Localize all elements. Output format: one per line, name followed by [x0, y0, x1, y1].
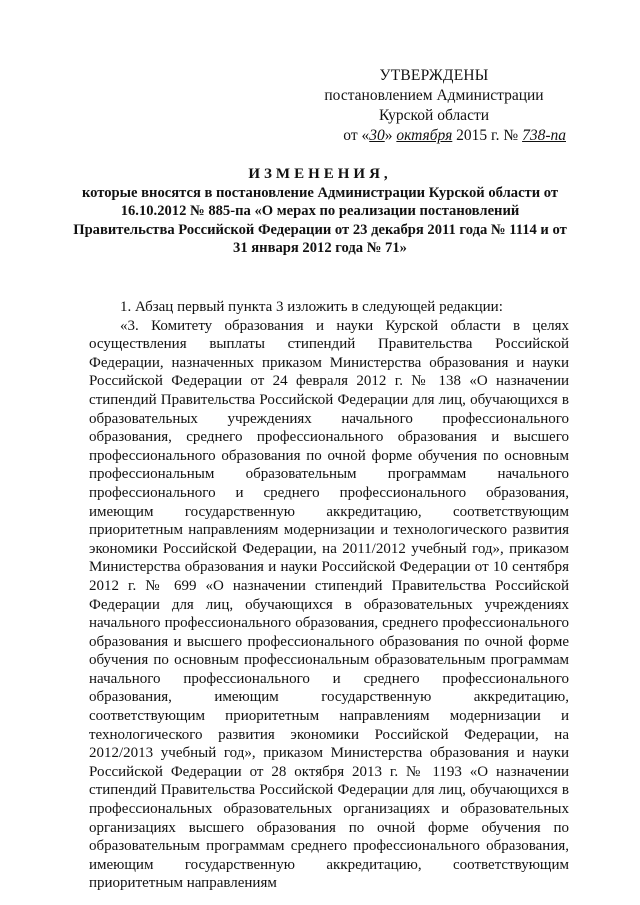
document-heading	[70, 165, 570, 258]
approval-line-1: постановлением Администрации	[324, 87, 544, 104]
heading-title: ИЗМЕНЕНИЯ,	[248, 166, 392, 182]
document-body	[89, 298, 569, 893]
date-day: 30	[369, 127, 385, 144]
date-month: октября	[396, 127, 453, 144]
approval-date-line	[300, 126, 568, 146]
date-prefix: от «	[343, 127, 370, 144]
paragraph-1: 1. Абзац первый пункта 3 изложить в следующей редакции:	[120, 299, 503, 315]
approval-line-2: Курской области	[378, 107, 490, 124]
heading-subtitle: которые вносятся в постановление Администрации Курской области от 16.10.2012 № 885-па «О мерах по реализации постановлений Правительства Российской Федерации от 23 декабря 2011 года № 1114 и от 31 января 2012 года № 71»	[73, 184, 567, 256]
date-mid: »	[384, 127, 393, 144]
date-year: 2015 г. №	[456, 127, 519, 144]
document-number: 738-па	[522, 127, 566, 144]
paragraph-2: «3. Комитету образования и науки Курской области в целях осуществления выплаты стипендий Правительства Российской Федерации, назначенных приказом Министерства образования и науки Российской Федерации от 24 февраля 2012 г. № 138 «О назначении стипендий Правительства Российской Федерации для лиц, обучающихся в образовательных учреждениях начального профессионального образования, среднего профессионального образования и высшего профессионального образования по очной форме обучения по основным профессиональным образовательным программам начального профессионального и среднего профессионального образования, имеющим государственную аккредитацию, соответствующим приоритетным направлениям модернизации и технологического развития экономики Российской Федерации, на 2011/2012 учебный год», приказом Министерства образования и науки Российской Федерации от 10 сентября 2012 г. № 699 «О назначении стипендий Правительства Российской Федерации для лиц, обучающихся в образовательных учреждениях начального профессионального образования, среднего профессионального образования и высшего профессионального образования по очной форме обучения по основным профессиональным образовательным программам начального профессионального и среднего профессионального образования, имеющим государственную аккредитацию, соответствующим приоритетным направлениям модернизации и технологического развития экономики Российской Федерации, на 2012/2013 учебный год», приказом Министерства образования и науки Российской Федерации от 28 октября 2013 г. № 1193 «О назначении стипендий Правительства Российской Федерации для лиц, обучающихся в профессиональных образовательных организациях и образовательных организациях высшего образования по очной форме обучения по образовательным программам среднего профессионального образования, имеющим государственную аккредитацию, соответствующим приоритетным направлениям	[89, 317, 569, 892]
approval-block	[300, 66, 568, 146]
approval-title: УТВЕРЖДЕНЫ	[379, 67, 489, 84]
